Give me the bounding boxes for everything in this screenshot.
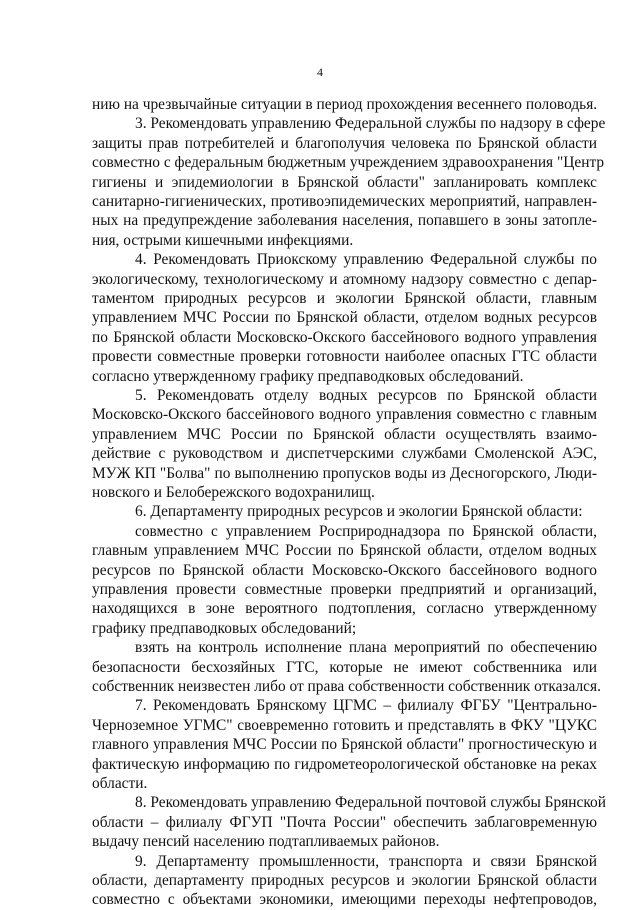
text-line: области, департаменту природных ресурсов и экологии Брянской области [92,872,597,889]
text-line: главного управления МЧС России по Брянской области" прогностическую и [92,736,597,754]
text-line: управления провести совместные проверки предприятий и организаций, [92,581,597,598]
text-line: ресурсов по Брянской области Московско-Окского бассейнового водного [92,561,597,579]
text-line: находящихся в зоне вероятного подтопления, согласно утвержденному [92,600,597,618]
text-line: 3. Рекомендовать управлению Федеральной службы по надзору в сфере [135,115,606,133]
text-line: таментом природных ресурсов и экологии Брянской области, главным [92,290,597,307]
text-line: 4. Рекомендовать Приокскому управлению Федеральной службы по [135,251,597,269]
text-line: санитарно-гигиенических, противоэпидемических мероприятий, направлен- [92,193,597,210]
text-line: 6. Департаменту природных ресурсов и экологии Брянской области: [135,503,583,521]
text-line: 5. Рекомендовать отделу водных ресурсов по Брянской области [135,387,597,404]
text-line: совместно с управлением Росприроднадзора по Брянской области, [135,522,597,540]
text-line: новского и Белобережского водохранилищ. [92,484,375,501]
page-number: 4 [317,65,323,79]
text-line: защиты прав потребителей и благополучия человека по Брянской области [92,134,597,152]
text-line: фактическую информацию по гидрометеорологической обстановке на реках [92,755,597,773]
text-line: 8. Рекомендовать управлению Федеральной почтовой службы Брянской [135,794,606,812]
text-line: выдачу пенсий населению подтапливаемых районов. [92,833,440,851]
text-line: МУЖ КП "Болва" по выполнению пропусков воды из Десногорского, Люди- [92,464,597,482]
text-line: гигиены и эпидемиологии в Брянской области" запланировать комплекс [92,173,597,191]
text-line: нию на чрезвычайные ситуации в период прохождения весеннего половодья. [92,96,598,113]
text-line: главным управлением МЧС России по Брянской области, отделом водных [92,542,597,560]
text-line: собственник неизвестен либо от права собственности собственник отказался. [92,678,601,695]
text-line: совместно с объектами экономики, имеющими переходы нефтепроводов, [92,891,597,909]
text-line: согласно утвержденному графику предпаводковых обследований. [92,367,524,385]
text-line: провести совместные проверки готовности наиболее опасных ГТС области [92,348,597,366]
text-line: области. [92,775,148,792]
text-line: Черноземное УГМС" своевременно готовить и представлять в ФКУ "ЦУКС [92,716,597,734]
text-line: экологическому, технологическому и атомному надзору совместно с депар- [92,270,597,288]
text-line: взять на контроль исполнение плана мероприятий по обеспечению [135,639,597,657]
text-line: управлением МЧС России по Брянской области осуществлять взаимо- [92,425,597,443]
text-line: Московско-Окского бассейнового водного управления совместно с главным [92,406,597,424]
text-line: управлением МЧС России по Брянской области, отделом водных ресурсов [92,309,597,327]
text-line: 7. Рекомендовать Брянскому ЦГМС – филиалу ФГБУ "Центрально- [135,697,597,715]
text-line: по Брянской области Московско-Окского бассейнового водного управления [92,328,597,346]
text-line: действие с руководством и диспетчерскими службами Смоленской АЭС, [92,445,597,463]
text-line: ных на предупреждение заболевания населения, попавшего в зоны затопле- [92,212,597,230]
text-line: графику предпаводковых обследований; [92,619,357,637]
text-line: совместно с федеральным бюджетным учреждением здравоохранения "Центр [92,154,605,172]
text-line: 9. Департаменту промышленности, транспорта и связи Брянской [135,852,597,870]
text-line: области – филиалу ФГУП "Почта России" обеспечить заблаговременную [92,813,597,831]
text-line: ния, острыми кишечными инфекциями. [92,231,354,249]
text-line: безопасности бесхозяйных ГТС, которые не имеют собственника или [92,658,597,676]
